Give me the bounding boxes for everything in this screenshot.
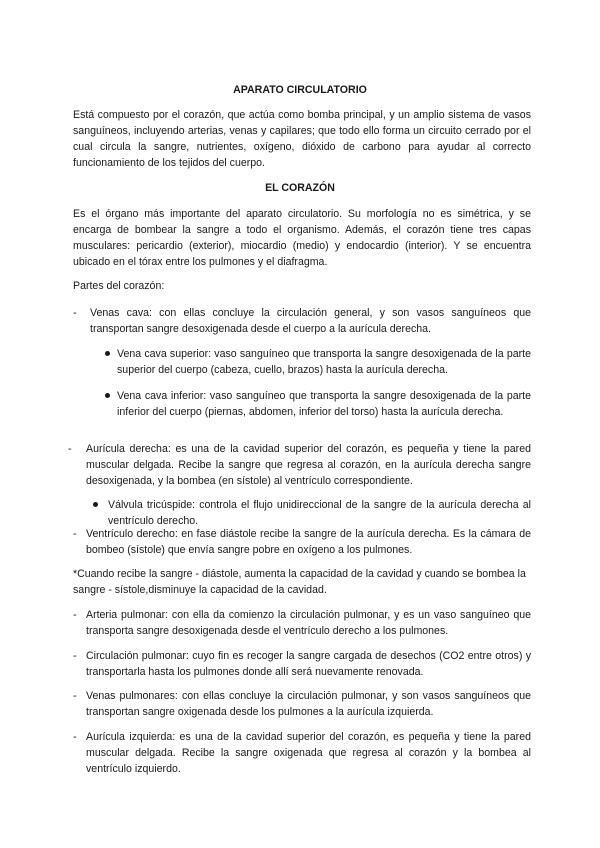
list-item-circulacion-pulmonar: Circulación pulmonar: cuyo fin es recoger la sangre cargada de desechos (CO2 entre otros) y transportarla hasta los pulmones donde allí será nuevamente renovada. bbox=[86, 650, 531, 678]
dash-marker: - bbox=[73, 307, 77, 319]
bullet-dot bbox=[105, 351, 110, 356]
list-item-ventriculo-derecho: Ventrículo derecho: en fase diástole recibe la sangre de la aurícula derecha. Es la cámara de bombeo (sístole) que envía sangre pobre en oxígeno a los pulmones. bbox=[86, 528, 531, 556]
dash-marker: - bbox=[73, 528, 77, 540]
parts-heading: Partes del corazón: bbox=[73, 280, 165, 292]
intro-paragraph: Está compuesto por el corazón, que actúa como bomba principal, y un amplio sistema de vasos sanguíneos, incluyendo arterias, venas y capilares; que todo ello forma un circuito cerrado por el cual circula la sangre, nutrientes, oxígeno, dióxido de carbono para ayudar al correcto funcionamiento de los tejidos del cuerpo. bbox=[73, 109, 531, 169]
list-item-venas-cava: Venas cava: con ellas concluye la circulación general, y son vasos sanguíneos que transportan sangre desoxigenada desde el cuerpo a la aurícula derecha. bbox=[90, 307, 531, 335]
list-item-venas-pulmonares: Venas pulmonares: con ellas concluye la circulación pulmonar, y son vasos sanguíneos que transportan sangre oxigenada desde los pulmones a la aurícula izquierda. bbox=[86, 690, 531, 718]
bullet-dot bbox=[105, 393, 110, 398]
list-item-valvula-tricuspide: Válvula tricúspide: controla el flujo unidireccional de la sangre de la aurícula derecha al ventrículo derecho. bbox=[108, 499, 531, 527]
diastole-systole-note: *Cuando recibe la sangre - diástole, aumenta la capacidad de la cavidad y cuando se bombea la sangre - sístole,disminuye la capacidad de la cavidad. bbox=[73, 568, 526, 596]
list-item-arteria-pulmonar: Arteria pulmonar: con ella da comienzo la circulación pulmonar, y es un vaso sanguíneo que transporta sangre desoxigenada desde el ventrículo derecho a los pulmones. bbox=[86, 609, 531, 637]
list-item-vena-cava-superior: Vena cava superior: vaso sanguíneo que transporta la sangre desoxigenada de la parte superior del cuerpo (cabeza, cuello, brazos) hasta la aurícula derecha. bbox=[117, 348, 531, 376]
list-item-auricula-izquierda: Aurícula izquierda: es una de la cavidad superior del corazón, es pequeña y tiene la pared muscular delgada. Recibe la sangre oxigenada que regresa al corazón y la bombea al ventrículo izquierdo. bbox=[86, 731, 531, 775]
list-item-auricula-derecha: Aurícula derecha: es una de la cavidad superior del corazón, es pequeña y tiene la pared muscular delgada. Recibe la sangre que regresa al corazón, en la aurícula derecha sangre desoxigenada, y la bombea (en sístole) al ventrículo correspondiente. bbox=[86, 443, 531, 487]
list-item-vena-cava-inferior: Vena cava inferior: vaso sanguíneo que transporta la sangre desoxigenada de la parte inferior del cuerpo (piernas, abdomen, inferior del torso) hasta la aurícula derecha. bbox=[117, 390, 531, 418]
dash-marker: - bbox=[73, 731, 77, 743]
dash-marker: - bbox=[73, 609, 77, 621]
section-title: EL CORAZÓN bbox=[265, 182, 335, 194]
dash-marker: - bbox=[73, 650, 77, 662]
dash-marker: - bbox=[73, 690, 77, 702]
document-title: APARATO CIRCULATORIO bbox=[233, 84, 367, 96]
bullet-dot bbox=[93, 502, 98, 507]
dash-marker: - bbox=[68, 443, 72, 455]
section-intro-paragraph: Es el órgano más importante del aparato circulatorio. Su morfología no es simétrica, y se encarga de bombear la sangre a todo el organismo. Además, el corazón tiene tres capas musculares: pericardio (exterior), miocardio (medio) y endocardio (interior). Y se encuentra ubicado en el tórax entre los pulmones y el diafragma. bbox=[73, 208, 531, 268]
